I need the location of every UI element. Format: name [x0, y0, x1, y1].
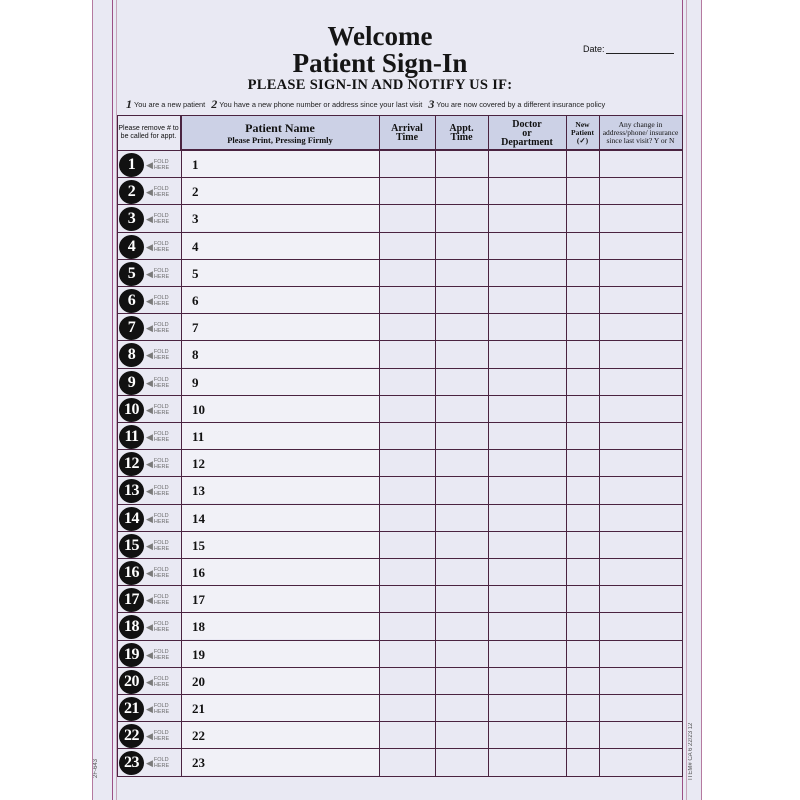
- fold-here-marker: [146, 675, 180, 689]
- here-text: HERE: [153, 627, 170, 634]
- arrow-left-icon: ◀: [146, 459, 153, 470]
- arrow-left-icon: ◀: [146, 404, 153, 415]
- fold-text: FOLD: [153, 730, 169, 737]
- removable-number-tab[interactable]: 12: [119, 452, 144, 476]
- here-text: HERE: [153, 165, 170, 171]
- patient-name-cell[interactable]: [181, 396, 379, 422]
- header-arrival-time: [379, 116, 435, 150]
- header-patient-name-title: Patient Name: [245, 120, 315, 135]
- fold-here-marker: [146, 484, 180, 498]
- row-number: 12: [192, 456, 205, 472]
- here-text: HERE: [153, 246, 170, 253]
- arrow-left-icon: ◀: [146, 350, 153, 361]
- fold-text: FOLD: [153, 213, 169, 220]
- fold-here-marker: [146, 539, 180, 553]
- row-number: 9: [192, 374, 199, 390]
- fold-here-marker: [146, 457, 180, 471]
- removable-number-tab[interactable]: 13: [119, 479, 144, 503]
- row-number: 2: [192, 184, 199, 200]
- left-margin-line: [112, 0, 113, 800]
- table-row: [117, 260, 682, 287]
- arrow-left-icon: ◀: [146, 731, 153, 742]
- removable-number-tab[interactable]: 17: [119, 588, 144, 612]
- arrow-left-icon: ◀: [146, 214, 153, 225]
- here-text: HERE: [153, 736, 170, 743]
- arrow-left-icon: ◀: [146, 649, 153, 660]
- fold-here-marker: [146, 240, 180, 254]
- arrow-left-icon: ◀: [146, 268, 153, 279]
- here-text: HERE: [153, 600, 170, 607]
- reason-number: 2: [211, 96, 218, 111]
- removable-number-tab[interactable]: 2: [119, 180, 144, 204]
- fold-text: FOLD: [153, 159, 169, 165]
- table-row: [117, 668, 682, 695]
- row-number: 11: [192, 429, 205, 444]
- here-text: HERE: [153, 464, 170, 471]
- arrow-left-icon: ◀: [146, 187, 153, 198]
- header-new-patient: [566, 116, 599, 150]
- fold-here-marker: [146, 566, 180, 580]
- patient-name-cell[interactable]: [181, 450, 379, 476]
- arrow-left-icon: ◀: [146, 540, 153, 551]
- patient-name-cell[interactable]: [181, 749, 379, 775]
- fold-text: FOLD: [153, 485, 169, 492]
- row-number: 18: [192, 619, 205, 635]
- arrow-left-icon: ◀: [146, 323, 153, 334]
- table-row: [117, 477, 682, 504]
- fold-text: FOLD: [153, 295, 169, 301]
- row-number: 17: [192, 592, 205, 608]
- here-text: HERE: [153, 382, 170, 389]
- row-number: 6: [192, 293, 199, 308]
- arrow-left-icon: ◀: [146, 513, 153, 524]
- patient-name-cell[interactable]: [181, 559, 379, 585]
- table-row: [117, 423, 682, 450]
- patient-name-cell[interactable]: [181, 178, 379, 204]
- removable-number-tab[interactable]: 4: [119, 235, 144, 259]
- patient-name-cell[interactable]: [181, 423, 379, 449]
- table-row: [117, 641, 682, 668]
- patient-name-cell[interactable]: [181, 641, 379, 667]
- column-divider: [181, 115, 182, 777]
- header-text: Doctor: [512, 118, 542, 130]
- column-divider: [599, 115, 600, 777]
- fold-here-marker: [146, 729, 180, 743]
- fold-here-marker: [146, 212, 180, 226]
- here-text: HERE: [153, 654, 170, 661]
- header-text: Time: [395, 132, 419, 143]
- header-patient-name-sub: Please Print, Pressing Firmly: [227, 134, 333, 145]
- patient-name-cell[interactable]: [181, 314, 379, 340]
- date-label: Date:: [583, 44, 605, 54]
- patient-name-cell[interactable]: [181, 477, 379, 503]
- side-code-left: 2F-643: [93, 758, 99, 778]
- row-number: 15: [192, 537, 205, 553]
- patient-name-cell[interactable]: [181, 287, 379, 313]
- patient-name-cell[interactable]: [181, 505, 379, 531]
- fold-here-marker: [146, 593, 180, 607]
- removable-number-tab[interactable]: 21: [119, 697, 144, 721]
- header-text: Department: [501, 136, 553, 148]
- header-remove-number: Please remove # to be called for appt.: [117, 116, 181, 150]
- reason-number: 1: [126, 96, 132, 111]
- patient-name-cell[interactable]: [181, 260, 379, 286]
- header-text: (✓): [576, 136, 589, 145]
- header-patient-name: [181, 116, 379, 150]
- date-field-line[interactable]: [606, 53, 674, 54]
- fold-text: FOLD: [153, 675, 169, 682]
- arrow-left-icon: ◀: [146, 758, 153, 769]
- column-divider: [379, 115, 380, 777]
- table-row: [117, 205, 682, 232]
- fold-here-marker: [146, 348, 180, 362]
- header-text: or: [522, 127, 532, 139]
- arrow-left-icon: ◀: [146, 432, 153, 442]
- fold-here-marker: [146, 294, 180, 308]
- table-row: [117, 532, 682, 559]
- reason-text: You are a new patient: [134, 99, 206, 109]
- arrow-left-icon: ◀: [146, 676, 153, 687]
- here-text: HERE: [153, 328, 170, 335]
- here-text: HERE: [153, 545, 170, 552]
- fold-here-marker: [146, 403, 180, 417]
- row-number: 16: [192, 565, 205, 580]
- side-code-right: ITEM# CA 6 22/23 12: [688, 722, 694, 780]
- fold-text: FOLD: [153, 431, 169, 437]
- here-text: HERE: [153, 709, 170, 715]
- removable-number-tab[interactable]: 22: [119, 724, 144, 748]
- fold-text: FOLD: [153, 703, 169, 709]
- arrow-left-icon: ◀: [146, 296, 153, 306]
- fold-text: FOLD: [153, 186, 169, 193]
- fold-text: FOLD: [153, 567, 169, 573]
- patient-name-cell[interactable]: [181, 369, 379, 395]
- fold-text: FOLD: [153, 322, 169, 329]
- column-divider: [117, 115, 118, 777]
- table-row: [117, 369, 682, 396]
- header-any-change: [599, 116, 682, 150]
- patient-name-cell[interactable]: [181, 695, 379, 721]
- fold-text: FOLD: [153, 594, 169, 601]
- fold-text: FOLD: [153, 240, 169, 247]
- table-row: [117, 314, 682, 341]
- instruction-heading: PLEASE SIGN-IN AND NOTIFY US IF:: [247, 77, 513, 93]
- reason-item: [126, 97, 205, 112]
- patient-name-cell[interactable]: [181, 586, 379, 612]
- header-text: Arrival: [391, 123, 423, 134]
- table-row: [117, 559, 682, 586]
- removable-number-tab[interactable]: 1: [119, 153, 144, 177]
- fold-here-marker: [146, 267, 180, 281]
- column-divider: [435, 115, 436, 777]
- removable-number-tab[interactable]: 16: [119, 561, 144, 585]
- header-text: New: [575, 120, 590, 129]
- arrow-left-icon: ◀: [146, 486, 153, 497]
- removable-number-tab[interactable]: 9: [119, 371, 144, 395]
- fold-here-marker: [146, 376, 180, 390]
- row-number: 23: [192, 755, 205, 771]
- patient-name-cell[interactable]: [181, 613, 379, 639]
- patient-name-cell[interactable]: [181, 722, 379, 748]
- removable-number-tab[interactable]: 7: [119, 316, 144, 340]
- removable-number-tab[interactable]: 15: [119, 534, 144, 558]
- fold-here-marker: [146, 430, 180, 444]
- here-text: HERE: [153, 518, 170, 525]
- table-row: [117, 505, 682, 532]
- row-number: 22: [192, 728, 205, 744]
- fold-text: FOLD: [153, 648, 169, 655]
- table-row: [117, 233, 682, 260]
- here-text: HERE: [153, 491, 170, 498]
- here-text: HERE: [153, 301, 170, 307]
- column-divider: [566, 115, 567, 777]
- arrow-left-icon: ◀: [146, 622, 153, 633]
- fold-here-marker: [146, 620, 180, 634]
- fold-here-marker: [146, 321, 180, 335]
- patient-name-cell[interactable]: [181, 205, 379, 231]
- table-row: [117, 586, 682, 613]
- here-text: HERE: [153, 219, 170, 226]
- row-number: 4: [192, 238, 199, 254]
- fold-here-marker: [146, 158, 180, 172]
- removable-number-tab[interactable]: 19: [119, 643, 144, 667]
- patient-name-cell[interactable]: [181, 233, 379, 259]
- arrow-left-icon: ◀: [146, 241, 153, 252]
- here-text: HERE: [153, 273, 170, 280]
- patient-name-cell[interactable]: [181, 341, 379, 367]
- row-number: 21: [192, 701, 205, 716]
- header-appt-time: [435, 116, 488, 150]
- table-row: [117, 749, 682, 776]
- fold-here-marker: [146, 648, 180, 662]
- table-row: [117, 695, 682, 722]
- table-row: [117, 613, 682, 640]
- reason-number: 3: [428, 96, 435, 111]
- here-text: HERE: [153, 437, 170, 443]
- table-row: [117, 287, 682, 314]
- fold-here-marker: [146, 702, 180, 716]
- fold-text: FOLD: [153, 757, 169, 764]
- removable-number-tab[interactable]: 20: [119, 670, 144, 694]
- here-text: HERE: [153, 409, 170, 416]
- header-doctor-department: [488, 116, 566, 150]
- fold-text: FOLD: [153, 458, 169, 465]
- row-number: 7: [192, 320, 199, 336]
- removable-number-tab[interactable]: 23: [119, 751, 144, 775]
- column-divider: [682, 115, 683, 777]
- sign-in-table: [117, 115, 682, 777]
- row-number: 8: [192, 347, 199, 363]
- table-row: [117, 396, 682, 423]
- reason-item: [428, 97, 605, 112]
- table-row: [117, 450, 682, 477]
- fold-here-marker: [146, 756, 180, 770]
- removable-number-tab[interactable]: 18: [119, 615, 144, 639]
- table-header: [117, 115, 682, 151]
- header-text: Any change in address/phone/ insurance since last visit? Y or N: [602, 120, 679, 145]
- here-text: HERE: [153, 763, 170, 770]
- table-row: [117, 178, 682, 205]
- fold-text: FOLD: [153, 512, 169, 519]
- row-number: 3: [192, 211, 199, 227]
- reason-item: [211, 97, 422, 112]
- here-text: HERE: [153, 355, 170, 362]
- table-row: [117, 341, 682, 368]
- here-text: HERE: [153, 192, 170, 199]
- removable-number-tab[interactable]: 11: [119, 425, 144, 449]
- header-text: Appt.: [449, 123, 474, 134]
- fold-text: FOLD: [153, 621, 169, 628]
- removable-number-tab[interactable]: 5: [119, 262, 144, 286]
- row-number: 10: [192, 401, 205, 417]
- row-number: 1: [192, 157, 199, 172]
- fold-text: FOLD: [153, 376, 169, 383]
- patient-name-cell[interactable]: [181, 532, 379, 558]
- row-number: 20: [192, 673, 205, 689]
- title-patient-sign-in: Patient Sign-In: [292, 48, 468, 78]
- row-number: 5: [192, 265, 199, 281]
- table-row: [117, 151, 682, 178]
- removable-number-tab[interactable]: 8: [119, 343, 144, 367]
- arrow-left-icon: ◀: [146, 595, 153, 606]
- row-number: 14: [192, 510, 205, 526]
- arrow-left-icon: ◀: [146, 568, 153, 578]
- header-text: Patient: [571, 128, 594, 137]
- arrow-left-icon: ◀: [146, 704, 153, 714]
- fold-text: FOLD: [153, 539, 169, 546]
- fold-text: FOLD: [153, 267, 169, 274]
- fold-text: FOLD: [153, 403, 169, 410]
- reason-text: You are now covered by a different insurance policy: [436, 99, 606, 109]
- patient-name-cell[interactable]: [181, 668, 379, 694]
- fold-text: FOLD: [153, 349, 169, 356]
- removable-number-tab[interactable]: 6: [119, 289, 144, 313]
- removable-number-tab[interactable]: 10: [119, 398, 144, 422]
- reason-text: You have a new phone number or address since your last visit: [219, 99, 423, 109]
- arrow-left-icon: ◀: [146, 377, 153, 388]
- here-text: HERE: [153, 573, 170, 579]
- column-divider: [488, 115, 489, 777]
- right-margin-line-inner: [686, 0, 687, 800]
- patient-name-cell[interactable]: [181, 151, 379, 177]
- row-number: 19: [192, 646, 205, 662]
- fold-here-marker: [146, 512, 180, 526]
- removable-number-tab[interactable]: 14: [119, 507, 144, 531]
- removable-number-tab[interactable]: 3: [119, 207, 144, 231]
- reasons-list: [126, 97, 678, 111]
- arrow-left-icon: ◀: [146, 160, 153, 170]
- header-text: Time: [450, 132, 473, 143]
- row-number: 13: [192, 483, 205, 499]
- title-welcome: Welcome: [327, 21, 433, 51]
- fold-here-marker: [146, 185, 180, 199]
- table-row: [117, 722, 682, 749]
- here-text: HERE: [153, 681, 170, 688]
